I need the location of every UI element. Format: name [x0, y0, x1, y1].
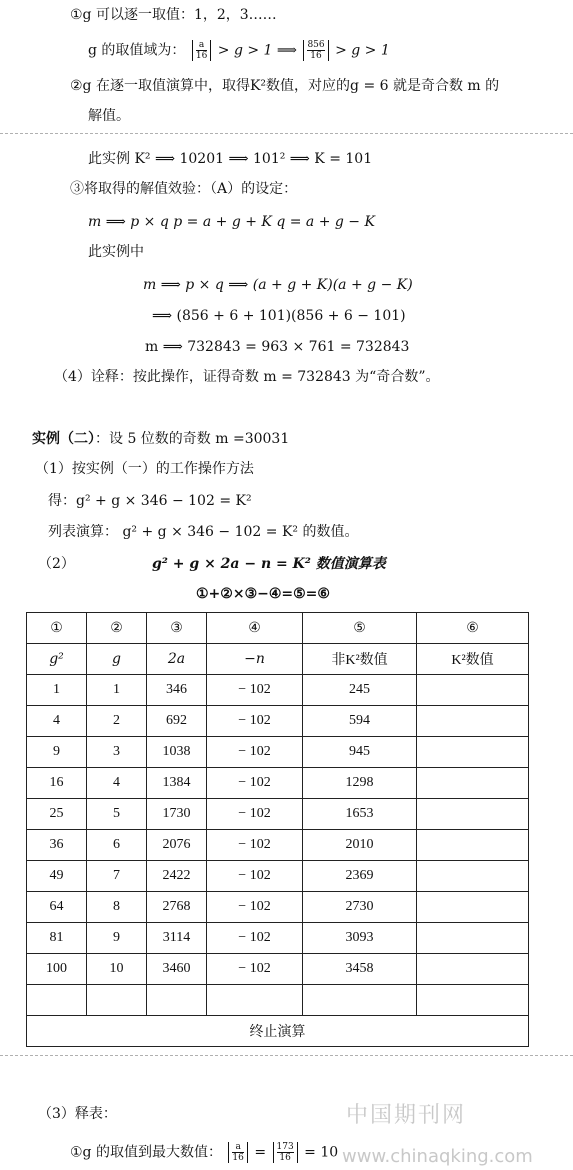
table-cell: − 102	[207, 861, 303, 892]
table-caption-number: （2）	[38, 556, 75, 572]
heading-example-two-text: ：设 5 位数的奇数 m =30031	[95, 431, 290, 447]
text-line-g-domain	[88, 40, 390, 61]
formula-result: m ⟹ 732843 = 963 × 761 = 732843	[145, 339, 410, 355]
table-cell	[87, 985, 147, 1016]
table-row	[27, 799, 529, 830]
table-row	[27, 892, 529, 923]
table-cell	[417, 923, 529, 954]
table-cell: 945	[303, 737, 417, 768]
table-cell: − 102	[207, 830, 303, 861]
table-header-row	[27, 644, 529, 675]
table-cell: − 102	[207, 768, 303, 799]
table-footer-row	[27, 1016, 529, 1047]
table-header-cell: −n	[207, 644, 303, 675]
table-cell: 1298	[303, 768, 417, 799]
table-cell: 100	[27, 954, 87, 985]
equals-sign: =	[254, 1144, 267, 1161]
table-cell: 594	[303, 706, 417, 737]
heading-example-two	[32, 430, 289, 448]
formula-m-pq: m ⟹ p × q p = a + g + K q = a + g − K	[88, 214, 375, 230]
table-cell	[417, 954, 529, 985]
table-circled-cell: ②	[87, 613, 147, 644]
table-cell: 7	[87, 861, 147, 892]
table-cell	[417, 892, 529, 923]
table-cell: − 102	[207, 737, 303, 768]
table-cell	[417, 706, 529, 737]
table-cell: − 102	[207, 799, 303, 830]
table-cell: 64	[27, 892, 87, 923]
text-line-explain: （3）释表：	[38, 1106, 117, 1122]
table-row	[27, 706, 529, 737]
table-header-cell: g²	[27, 644, 87, 675]
table-cell: 4	[87, 768, 147, 799]
table-cell: 9	[87, 923, 147, 954]
table-caption-formula: ①+②×③−④=⑤=⑥	[196, 586, 330, 602]
domain-inequality-end: > g > 1	[335, 42, 390, 59]
table-row	[27, 923, 529, 954]
table-cell: 1	[87, 675, 147, 706]
table-row	[27, 861, 529, 892]
text-line-g-values: ①g 可以逐一取值：1，2，3……	[70, 7, 277, 23]
text-line-tabulate: 列表演算： g² + g × 346 − 102 = K² 的数值。	[48, 524, 359, 540]
table-cell	[417, 985, 529, 1016]
formula-substitution: ⟹ (856 + 6 + 101)(856 + 6 − 101)	[152, 308, 406, 324]
table-cell: − 102	[207, 706, 303, 737]
table-cell: 1038	[147, 737, 207, 768]
table-cell: 245	[303, 675, 417, 706]
g-max-value: = 10	[304, 1144, 339, 1161]
table-cell	[27, 985, 87, 1016]
table-cell: 1653	[303, 799, 417, 830]
calculation-table	[26, 612, 529, 1047]
table-cell: 3114	[147, 923, 207, 954]
table-cell	[147, 985, 207, 1016]
table-cell: 1384	[147, 768, 207, 799]
table-cell: 3458	[303, 954, 417, 985]
page-break	[0, 133, 573, 144]
text-line-in-example: 此实例中	[88, 244, 144, 260]
table-cell: 2768	[147, 892, 207, 923]
table-cell: 3	[87, 737, 147, 768]
table-cell: 9	[27, 737, 87, 768]
fraction-a-over-16: $\frac{a}{16}$	[192, 40, 211, 61]
table-cell: 5	[87, 799, 147, 830]
table-row	[27, 985, 529, 1016]
table-row	[27, 768, 529, 799]
table-cell: − 102	[207, 675, 303, 706]
table-cell: 8	[87, 892, 147, 923]
table-footer-cell: 终止演算	[27, 1016, 529, 1047]
table-cell	[303, 985, 417, 1016]
table-cell: 36	[27, 830, 87, 861]
table-cell	[207, 985, 303, 1016]
table-cell: − 102	[207, 954, 303, 985]
text-line-g-iteration: ②g 在逐一取值演算中，取得K²数值，对应的g = 6 就是奇合数 m 的	[70, 78, 500, 94]
table-header-cell: 非K²数值	[303, 644, 417, 675]
table-row	[27, 954, 529, 985]
text-line-solution: 解值。	[88, 108, 130, 124]
table-header-cell: 2a	[147, 644, 207, 675]
table-row	[27, 737, 529, 768]
table-cell: − 102	[207, 923, 303, 954]
text-line-k-example: 此实例 K² ⟹ 10201 ⟹ 101² ⟹ K = 101	[88, 151, 373, 167]
text-line-verify: ③将取得的解值效验：（A）的设定：	[70, 181, 298, 197]
table-caption-title: g² + g × 2a − n = K² 数值演算表	[152, 556, 386, 572]
table-cell: 2369	[303, 861, 417, 892]
formula-expansion: m ⟹ p × q ⟹ (a + g + K)(a + g − K)	[143, 277, 413, 293]
table-circled-cell: ③	[147, 613, 207, 644]
table-cell: 4	[27, 706, 87, 737]
table-cell: 2	[87, 706, 147, 737]
table-cell: 1730	[147, 799, 207, 830]
table-cell	[417, 861, 529, 892]
text-line-conclusion: （4）诠释：按此操作，证得奇数 m = 732843 为“奇合数”。	[54, 369, 440, 385]
table-circled-cell: ④	[207, 613, 303, 644]
table-cell	[417, 799, 529, 830]
table-circled-cell: ①	[27, 613, 87, 644]
heading-example-two-label: 实例（二）	[32, 431, 95, 447]
table-cell: 346	[147, 675, 207, 706]
table-cell: 2422	[147, 861, 207, 892]
table-header-cell: K²数值	[417, 644, 529, 675]
table-cell	[417, 768, 529, 799]
table-cell	[417, 830, 529, 861]
table-cell: 3093	[303, 923, 417, 954]
fraction-a-over-16: $\frac{a}{16}$	[228, 1142, 247, 1163]
table-cell: 2730	[303, 892, 417, 923]
table-circled-cell: ⑤	[303, 613, 417, 644]
fraction-173-over-16: $\frac{173}{16}$	[273, 1142, 298, 1163]
fraction-856-over-16: $\frac{856}{16}$	[303, 40, 328, 61]
table-row	[27, 675, 529, 706]
table-cell: 16	[27, 768, 87, 799]
table-header-cell: g	[87, 644, 147, 675]
table-cell: 10	[87, 954, 147, 985]
table-cell: 6	[87, 830, 147, 861]
formula-derived: 得：g² + g × 346 − 102 = K²	[48, 493, 252, 509]
table-cell: 49	[27, 861, 87, 892]
table-cell	[417, 737, 529, 768]
table-cell: − 102	[207, 892, 303, 923]
table-cell: 2010	[303, 830, 417, 861]
table-cell: 81	[27, 923, 87, 954]
table-cell	[417, 675, 529, 706]
domain-inequality: > g > 1 ⟹	[217, 42, 297, 59]
table-cell: 692	[147, 706, 207, 737]
table-cell: 2076	[147, 830, 207, 861]
text-line-g-max	[70, 1142, 338, 1163]
table-cell: 25	[27, 799, 87, 830]
table-cell: 1	[27, 675, 87, 706]
table-row	[27, 830, 529, 861]
table-circled-cell: ⑥	[417, 613, 529, 644]
page-break	[0, 1055, 573, 1066]
watermark-url: www.chinaqking.com	[342, 1146, 533, 1167]
g-max-label: ①g 的取值到最大数值：	[70, 1144, 222, 1161]
text-line-method: （1）按实例（一）的工作操作方法	[35, 461, 254, 477]
domain-label: g 的取值域为：	[88, 42, 186, 59]
watermark-cn: 中国期刊网	[346, 1103, 467, 1128]
table-circled-row	[27, 613, 529, 644]
table-cell: 3460	[147, 954, 207, 985]
